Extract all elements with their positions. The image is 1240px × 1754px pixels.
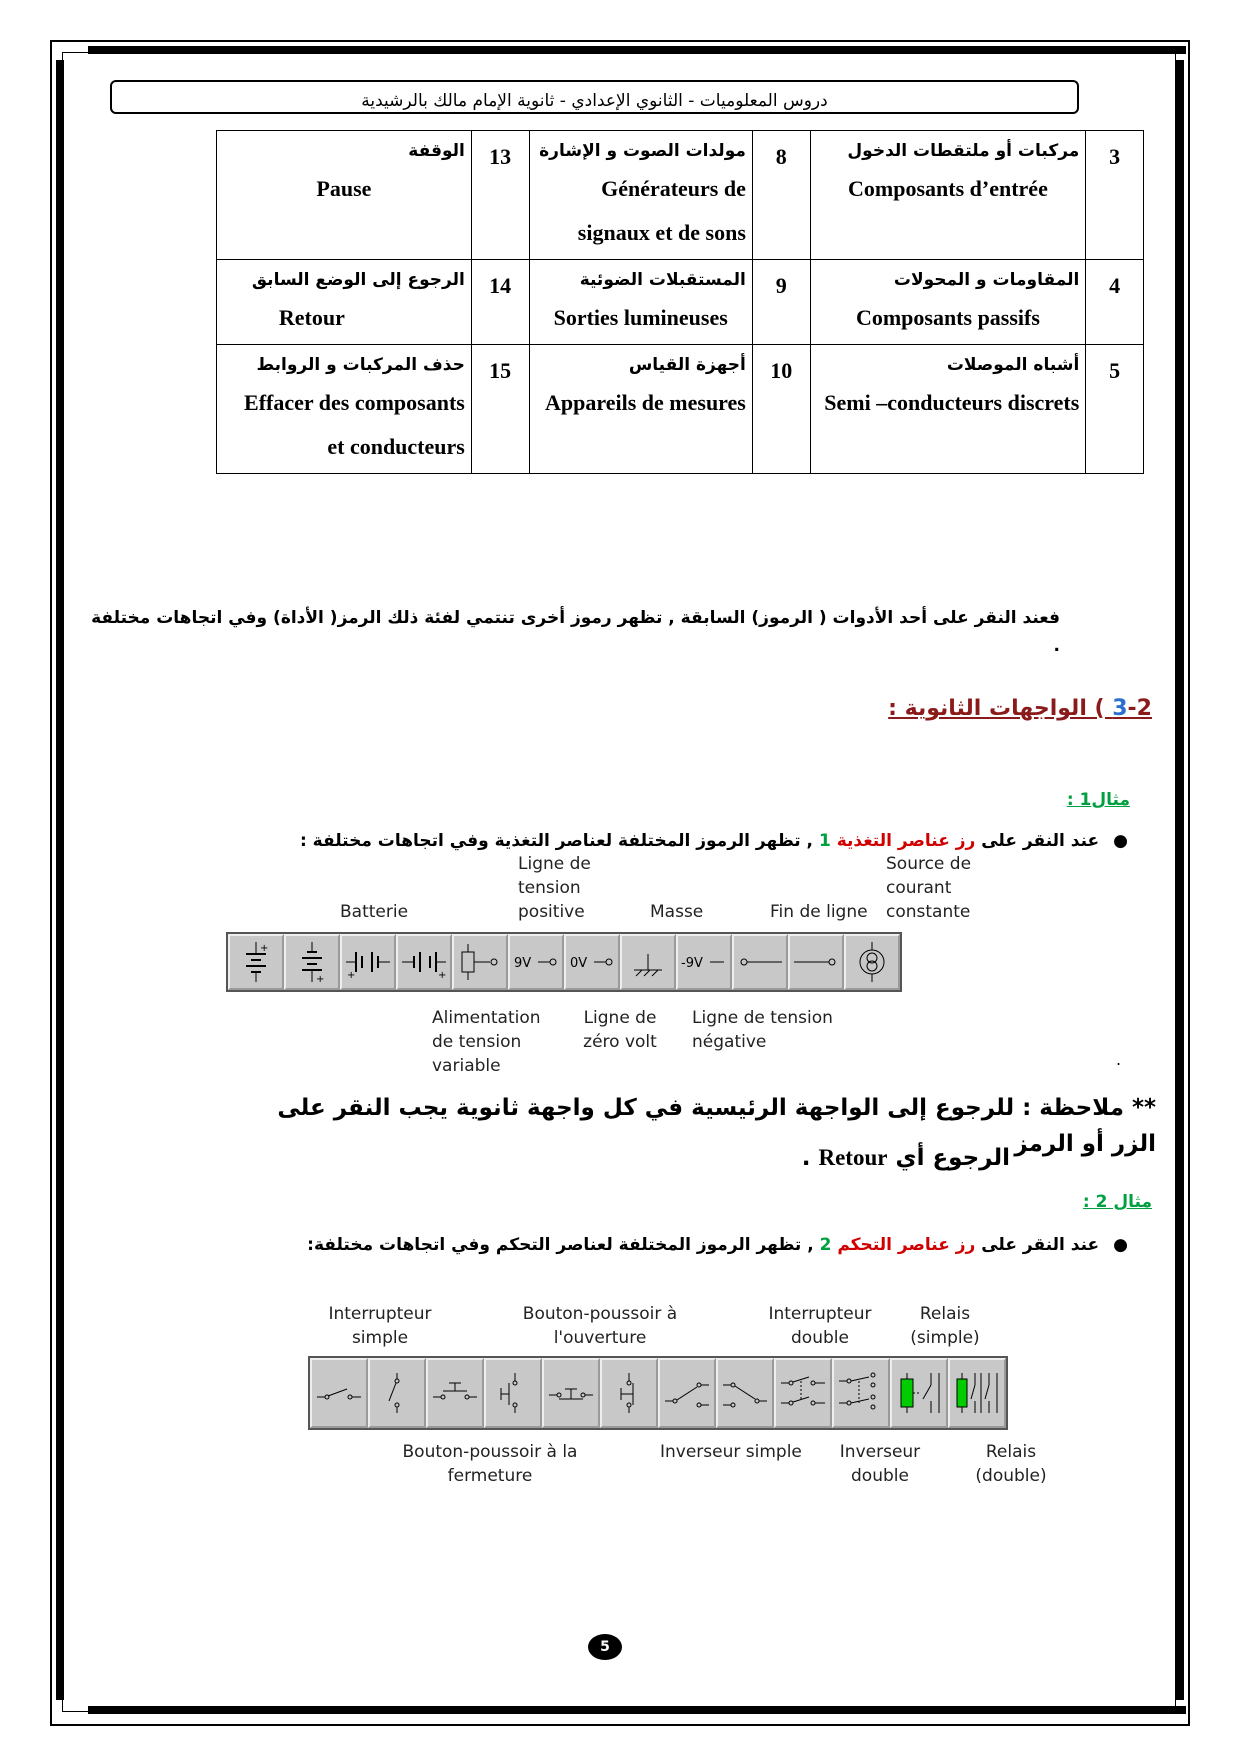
variable-supply-button[interactable] xyxy=(452,934,508,990)
label-source-courant: Source de courant constante xyxy=(886,854,972,922)
example1-label: مثال1 : xyxy=(1066,790,1130,810)
battery-horizontal-inverted-button[interactable] xyxy=(396,934,452,990)
section-number: 3 xyxy=(1112,696,1128,721)
border-bar-bottom xyxy=(88,1706,1186,1714)
pushbutton-icon xyxy=(489,1371,537,1415)
table-row xyxy=(217,345,1144,474)
changeover-icon xyxy=(663,1371,711,1415)
negative-line-button[interactable] xyxy=(676,934,732,990)
table-cell: الرجوع إلى الوضع السابق Retour xyxy=(217,260,472,345)
label-alimentation-variable: Alimentation de tension variable xyxy=(432,1008,541,1076)
cell-num: 14 xyxy=(471,260,529,345)
negative-line-icon xyxy=(680,940,728,984)
current-source-icon xyxy=(848,940,896,984)
line-end-right-button[interactable] xyxy=(788,934,844,990)
battery-vertical-inverted-button[interactable] xyxy=(284,934,340,990)
label-interrupteur-double: Interrupteur double xyxy=(768,1304,872,1348)
border-bar-top xyxy=(88,46,1186,54)
battery-icon xyxy=(288,940,336,984)
border-bar-right xyxy=(1176,60,1184,1700)
section-heading xyxy=(888,696,1152,721)
page-number: 5 xyxy=(588,1634,622,1660)
toolbar-categories-table xyxy=(216,130,1144,474)
note-line-2: الرجوع أي Retour . xyxy=(801,1145,1010,1171)
battery-horizontal-button[interactable] xyxy=(340,934,396,990)
table-cell: مولدات الصوت و الإشارة Générateurs de signaux et de sons xyxy=(529,131,752,260)
switch-vertical-button[interactable] xyxy=(368,1358,426,1428)
switch-icon xyxy=(373,1371,421,1415)
table-cell: أجهزة القياس Appareils de mesures xyxy=(529,345,752,474)
table-cell: مركبات أو ملتقطات الدخول Composants d’entrée xyxy=(810,131,1086,260)
pushbutton-icon xyxy=(605,1371,653,1415)
line-end-icon xyxy=(792,940,840,984)
changeover-icon xyxy=(721,1371,769,1415)
label-interrupteur-simple: Interrupteur simple xyxy=(328,1304,432,1348)
svg-text:+: + xyxy=(316,974,325,984)
table-row xyxy=(217,260,1144,345)
intro-paragraph: فعند النقر على أحد الأدوات ( الرموز) السابقة , تظهر رموز أخرى تنتمي لفئة ذلك الرمز( الأداة) وفي اتجاهات مختلفة . xyxy=(91,608,1060,656)
switch-horizontal-button[interactable] xyxy=(310,1358,368,1428)
v-label: 0V xyxy=(570,956,588,971)
current-source-button[interactable] xyxy=(844,934,900,990)
label-fin-de-ligne: Fin de ligne xyxy=(770,902,868,922)
svg-text:+: + xyxy=(347,970,356,981)
note-line-1: ** ملاحظة : للرجوع إلى الواجهة الرئيسية في كل واجهة ثانوية يجب النقر على الزر أو الرمز xyxy=(277,1095,1156,1157)
battery-icon xyxy=(232,940,280,984)
zero-volt-icon xyxy=(568,940,616,984)
label-ligne-zero-volt: Ligne de zéro volt xyxy=(583,1008,657,1052)
variable-supply-icon xyxy=(456,940,504,984)
table-cell: الوقفة Pause xyxy=(217,131,472,260)
pushbutton-no-vertical-button[interactable] xyxy=(600,1358,658,1428)
cell-num: 13 xyxy=(471,131,529,260)
label-relais-double: Relais (double) xyxy=(975,1442,1047,1486)
example2-label: مثال 2 : xyxy=(1082,1192,1152,1212)
table-cell: حذف المركبات و الروابط Effacer des composants et conducteurs xyxy=(217,345,472,474)
svg-text:+: + xyxy=(438,970,447,981)
line-end-icon xyxy=(736,940,784,984)
relay-icon xyxy=(953,1371,1001,1415)
table-cell: المقاومات و المحولات Composants passifs xyxy=(810,260,1086,345)
cell-num: 10 xyxy=(752,345,810,474)
label-bp-ouverture: Bouton-poussoir à l'ouverture xyxy=(522,1304,678,1348)
v-label: -9V xyxy=(681,956,703,971)
section-number-sub: -2 xyxy=(1127,696,1152,721)
pushbutton-icon xyxy=(547,1371,595,1415)
pushbutton-nc-horizontal-button[interactable] xyxy=(426,1358,484,1428)
positive-line-icon xyxy=(512,940,560,984)
ground-icon xyxy=(624,940,672,984)
label-bp-fermeture: Bouton-poussoir à la fermeture xyxy=(402,1442,578,1486)
cell-num: 4 xyxy=(1086,260,1144,345)
table-cell: المستقبلات الضوئية Sorties lumineuses xyxy=(529,260,752,345)
pushbutton-nc-vertical-button[interactable] xyxy=(484,1358,542,1428)
label-masse: Masse xyxy=(650,902,704,922)
cell-num: 3 xyxy=(1086,131,1144,260)
pushbutton-icon xyxy=(431,1371,479,1415)
positive-line-button[interactable] xyxy=(508,934,564,990)
v-label: 9V xyxy=(514,956,532,971)
table-row xyxy=(217,131,1144,260)
label-ligne-negative: Ligne de tension négative xyxy=(692,1008,833,1052)
border-bar-left xyxy=(56,60,64,1700)
relay-double-button[interactable] xyxy=(948,1358,1006,1428)
changeover-switch-mirrored-button[interactable] xyxy=(716,1358,774,1428)
example1-bullet: ●عند النقر على رز عناصر التغذية 1 , تظهر الرموز المختلفة لعناصر التغذية وفي اتجاهات مختلفة : xyxy=(299,831,1128,851)
page-header: دروس المعلوميات - الثانوي الإعدادي - ثانوية الإمام مالك بالرشيدية xyxy=(110,80,1079,114)
example2-bullet: ●عند النقر على رز عناصر التحكم 2 , تظهر الرموز المختلفة لعناصر التحكم وفي اتجاهات مختلفة: xyxy=(307,1235,1128,1255)
switch-icon xyxy=(315,1371,363,1415)
battery-vertical-button[interactable] xyxy=(228,934,284,990)
relay-simple-button[interactable] xyxy=(890,1358,948,1428)
label-ligne-positive: Ligne de tension positive xyxy=(518,854,591,922)
svg-text:+: + xyxy=(260,943,269,954)
stray-dot: . xyxy=(1116,1050,1122,1069)
cell-num: 9 xyxy=(752,260,810,345)
label-batterie: Batterie xyxy=(340,902,409,922)
line-end-left-button[interactable] xyxy=(732,934,788,990)
relay-icon xyxy=(895,1371,943,1415)
label-relais-simple: Relais (simple) xyxy=(910,1304,980,1348)
battery-icon xyxy=(344,940,392,984)
double-changeover-icon xyxy=(837,1371,885,1415)
control-toolbar xyxy=(308,1356,1008,1430)
pushbutton-no-horizontal-button[interactable] xyxy=(542,1358,600,1428)
double-switch-icon xyxy=(779,1371,827,1415)
changeover-switch-button[interactable] xyxy=(658,1358,716,1428)
zero-volt-line-button[interactable] xyxy=(564,934,620,990)
double-switch-button[interactable] xyxy=(774,1358,832,1428)
cell-num: 5 xyxy=(1086,345,1144,474)
power-toolbar xyxy=(226,932,902,992)
cell-num: 15 xyxy=(471,345,529,474)
label-inverseur-simple: Inverseur simple xyxy=(660,1442,802,1462)
section-title: ) الواجهات الثانوية : xyxy=(888,696,1113,721)
label-inverseur-double: Inverseur double xyxy=(839,1442,921,1486)
double-changeover-button[interactable] xyxy=(832,1358,890,1428)
battery-icon xyxy=(400,940,448,984)
ground-button[interactable] xyxy=(620,934,676,990)
table-cell: أشباه الموصلات Semi –conducteurs discrets xyxy=(810,345,1086,474)
cell-num: 8 xyxy=(752,131,810,260)
